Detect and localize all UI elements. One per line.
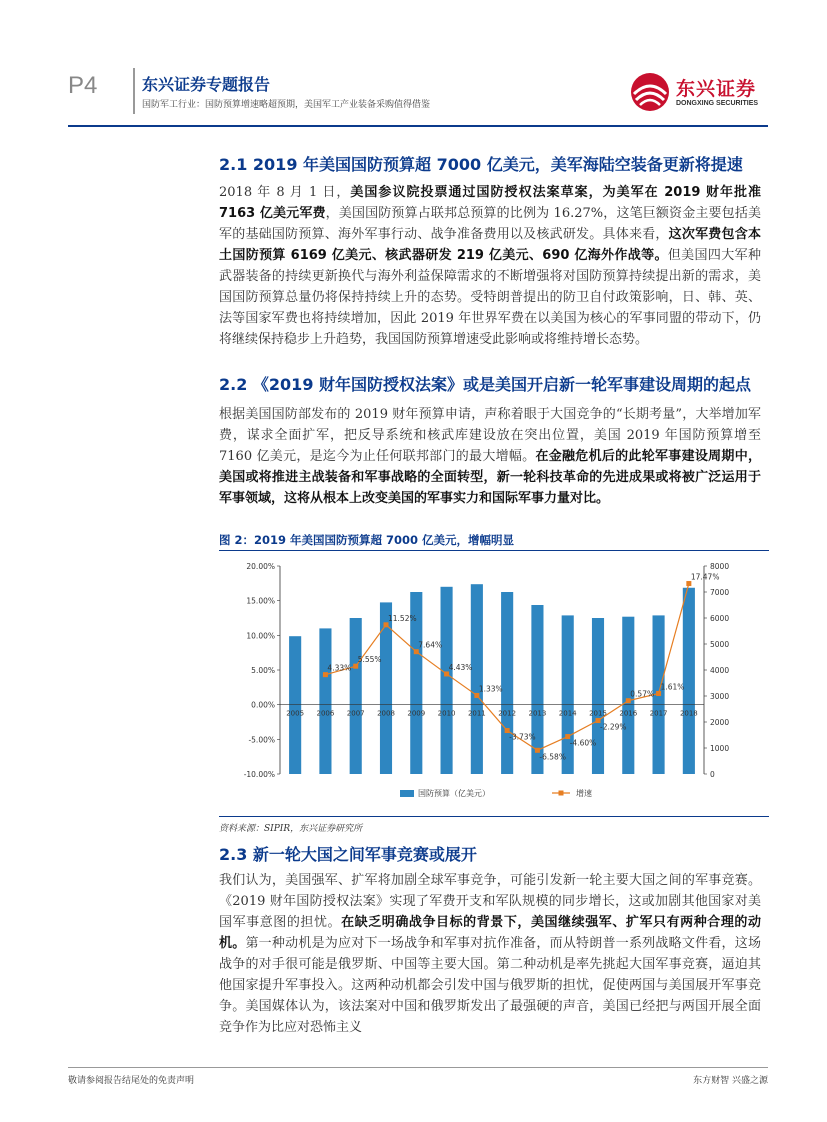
legend-bar-swatch <box>400 790 414 797</box>
right-tick-label: 2000 <box>710 718 730 727</box>
right-tick-label: 7000 <box>710 588 730 597</box>
growth-data-label: -3.73% <box>509 732 536 742</box>
bar <box>441 587 453 774</box>
section-heading-2-1: 2.1 2019 年美国国防预算超 7000 亿美元，美军海陆空装备更新将提速 <box>219 155 743 174</box>
x-tick-label: 2013 <box>528 709 547 718</box>
right-tick-label: 1000 <box>710 744 730 753</box>
x-tick-label: 2018 <box>679 709 698 718</box>
header-divider <box>133 68 135 114</box>
x-tick-label: 2011 <box>467 709 486 718</box>
bar <box>501 592 513 774</box>
figure-rule-bottom <box>219 816 769 817</box>
left-tick-label: 20.00% <box>246 562 275 571</box>
x-tick-label: 2012 <box>498 709 517 718</box>
right-tick-label: 0 <box>710 770 715 779</box>
bar <box>562 615 574 774</box>
growth-data-label: 7.64% <box>418 640 443 650</box>
logo-english-text: DONGXING SECURITIES <box>676 100 759 107</box>
right-tick-label: 5000 <box>710 640 730 649</box>
text-run: 第一种动机是为应对下一场战争和军事对抗作准备，而从特朗普一系列战略文件看，这场战争的对手很可能是俄罗斯、中国等主要大国。第二种动机是率先挑起大国军事竞赛，逼迫其他国家提升军事投入。这两种动机都会引发中国与俄罗斯的担忧，促使两国与美国展开军事竞争。美国媒体认为，该法案对中国和俄罗斯发出了最强硬的声音，美国已经把与两国开展全面竞争作为比应对恐怖主义 <box>219 936 761 1035</box>
x-tick-label: 2008 <box>377 709 395 718</box>
bar <box>350 618 362 774</box>
footer-disclaimer: 敬请参阅报告结尾处的免责声明 <box>68 1076 195 1086</box>
left-tick-label: 0.00% <box>251 700 275 710</box>
growth-data-label: 0.57% <box>630 689 655 699</box>
x-tick-label: 2014 <box>558 709 577 718</box>
growth-point <box>656 691 661 696</box>
footer-slogan: 东方财智 兴盛之源 <box>693 1076 768 1086</box>
growth-point <box>414 649 419 654</box>
page-number: P4 <box>68 72 98 99</box>
legend-line-marker <box>559 791 564 796</box>
bar <box>471 584 483 774</box>
bold-text-run: 在缺乏明确战争目标的背景下，美国继续强军、扩军只有两种合理的动机。 <box>219 915 761 951</box>
figure-title: 图 2：2019 年美国国防预算超 7000 亿美元，增幅明显 <box>219 533 515 547</box>
left-tick-label: -5.00% <box>248 735 275 745</box>
bold-text-run: 在金融危机后的此轮军事建设周期中，美国或将推进主战装备和军事战略的全面转型，新一轮科技革命的先进成果或将被广泛运用于军事领域，这将从根本上改变美国的军事实力和国际军事力量对比。 <box>219 449 761 506</box>
text-run: 2018 年 8 月 1 日， <box>219 185 351 200</box>
x-tick-label: 2005 <box>286 709 305 718</box>
text-run: 我们认为，美国强军、扩军将加剧全球军事竞争，可能引发新一轮主要大国之间的军事竞赛。《2019 财年国防授权法案》实现了军费开支和军队规模的同步增长，这或加剧其他国家对美国军事意图的担忧。 <box>219 873 761 930</box>
section-paragraph-2-2 <box>219 404 761 509</box>
figure-source: 资料来源：SIPIR，东兴证券研究所 <box>219 824 363 834</box>
x-tick-label: 2017 <box>649 709 668 718</box>
x-tick-label: 2009 <box>407 709 426 718</box>
bar <box>319 628 331 774</box>
report-title: 东兴证券专题报告 <box>142 75 271 94</box>
section-paragraph-2-1 <box>219 182 761 350</box>
report-subtitle: 国防军工行业：国防预算增速略超预期，美国军工产业装备采购值得借鉴 <box>142 100 431 110</box>
logo-text: 东兴证券 <box>676 78 757 100</box>
growth-point <box>323 672 328 677</box>
growth-point <box>686 581 691 586</box>
x-tick-label: 2006 <box>316 709 335 718</box>
growth-point <box>353 664 358 669</box>
growth-data-label: 17.47% <box>690 572 720 582</box>
text-run: 但美国四大军种武器装备的持续更新换代与海外利益保障需求的不断增强将对国防预算持续提出新的需求，美国国防预算总量仍将保持持续上升的态势。受特朗普提出的防卫自付政策影响，日、韩、英、法等国家军费也将持续增加，因此 2019 年世界军费在以美国为核心的军事同盟的带动下，仍将继续保持稳步上升趋势，我国国防预算增速受此影响或将维持增长态势。 <box>219 248 761 347</box>
growth-data-label: -6.58% <box>539 752 566 762</box>
growth-data-label: 5.55% <box>357 655 382 665</box>
text-run: ，美国国防预算占联邦总预算的比例为 16.27%，这笔巨额资金主要包括美军的基础国防预算、海外军事行动、战争准备费用以及核武研发。具体来看， <box>219 206 761 242</box>
left-tick-label: 15.00% <box>246 596 275 606</box>
right-tick-label: 6000 <box>710 614 730 623</box>
growth-data-label: 1.33% <box>478 684 503 694</box>
growth-point <box>626 698 631 703</box>
left-tick-label: 5.00% <box>251 666 275 675</box>
legend-bar-label: 国防预算（亿美元） <box>418 789 490 798</box>
left-tick-label: 10.00% <box>246 631 275 641</box>
section-paragraph-2-3 <box>219 870 761 1038</box>
bold-text-run: 这次军费包含本土国防预算 6169 亿美元、核武器研发 219 亿美元、690 亿海外作战等。 <box>219 227 761 263</box>
right-tick-label: 4000 <box>710 666 730 675</box>
growth-point <box>384 622 389 627</box>
growth-data-label: 4.43% <box>448 662 473 672</box>
x-tick-label: 2016 <box>619 709 638 718</box>
growth-data-label: 11.52% <box>388 613 417 623</box>
header-rule <box>68 125 768 127</box>
x-tick-label: 2010 <box>437 709 456 718</box>
right-tick-label: 3000 <box>710 692 730 701</box>
figure-rule-top <box>219 550 769 551</box>
text-run: 根据美国国防部发布的 2019 财年预算申请，声称着眼于大国竞争的“长期考量”，大举增加军费，谋求全面扩军，把反导系统和核武库建设放在突出位置，美国 2019 年国防预算增至 7160 亿美元，是迄今为止任何联邦部门的最大增幅。 <box>219 407 761 464</box>
defense-budget-chart <box>232 558 752 810</box>
section-heading-2-2: 2.2 《2019 财年国防授权法案》或是美国开启新一轮军事建设周期的起点 <box>219 375 752 394</box>
bar <box>289 636 301 774</box>
growth-data-label: -2.29% <box>600 722 627 732</box>
growth-data-label: -4.60% <box>569 738 597 748</box>
bar <box>592 618 604 774</box>
left-tick-label: -10.00% <box>243 770 275 779</box>
growth-point <box>444 671 449 676</box>
footer-rule <box>68 1067 768 1068</box>
legend-line-label: 增速 <box>576 789 592 798</box>
growth-data-label: 4.33% <box>327 663 352 673</box>
section-heading-2-3: 2.3 新一轮大国之间军事竞赛或展开 <box>219 845 477 864</box>
bold-text-run: 美国参议院投票通过国防授权法案草案，为美军在 2019 财年批准 7163 亿美元军费 <box>219 185 761 221</box>
bar <box>683 588 695 774</box>
growth-point <box>474 693 479 698</box>
right-tick-label: 8000 <box>710 562 730 571</box>
x-tick-label: 2015 <box>589 709 607 718</box>
growth-data-label: 1.61% <box>660 682 685 692</box>
x-tick-label: 2007 <box>346 709 365 718</box>
